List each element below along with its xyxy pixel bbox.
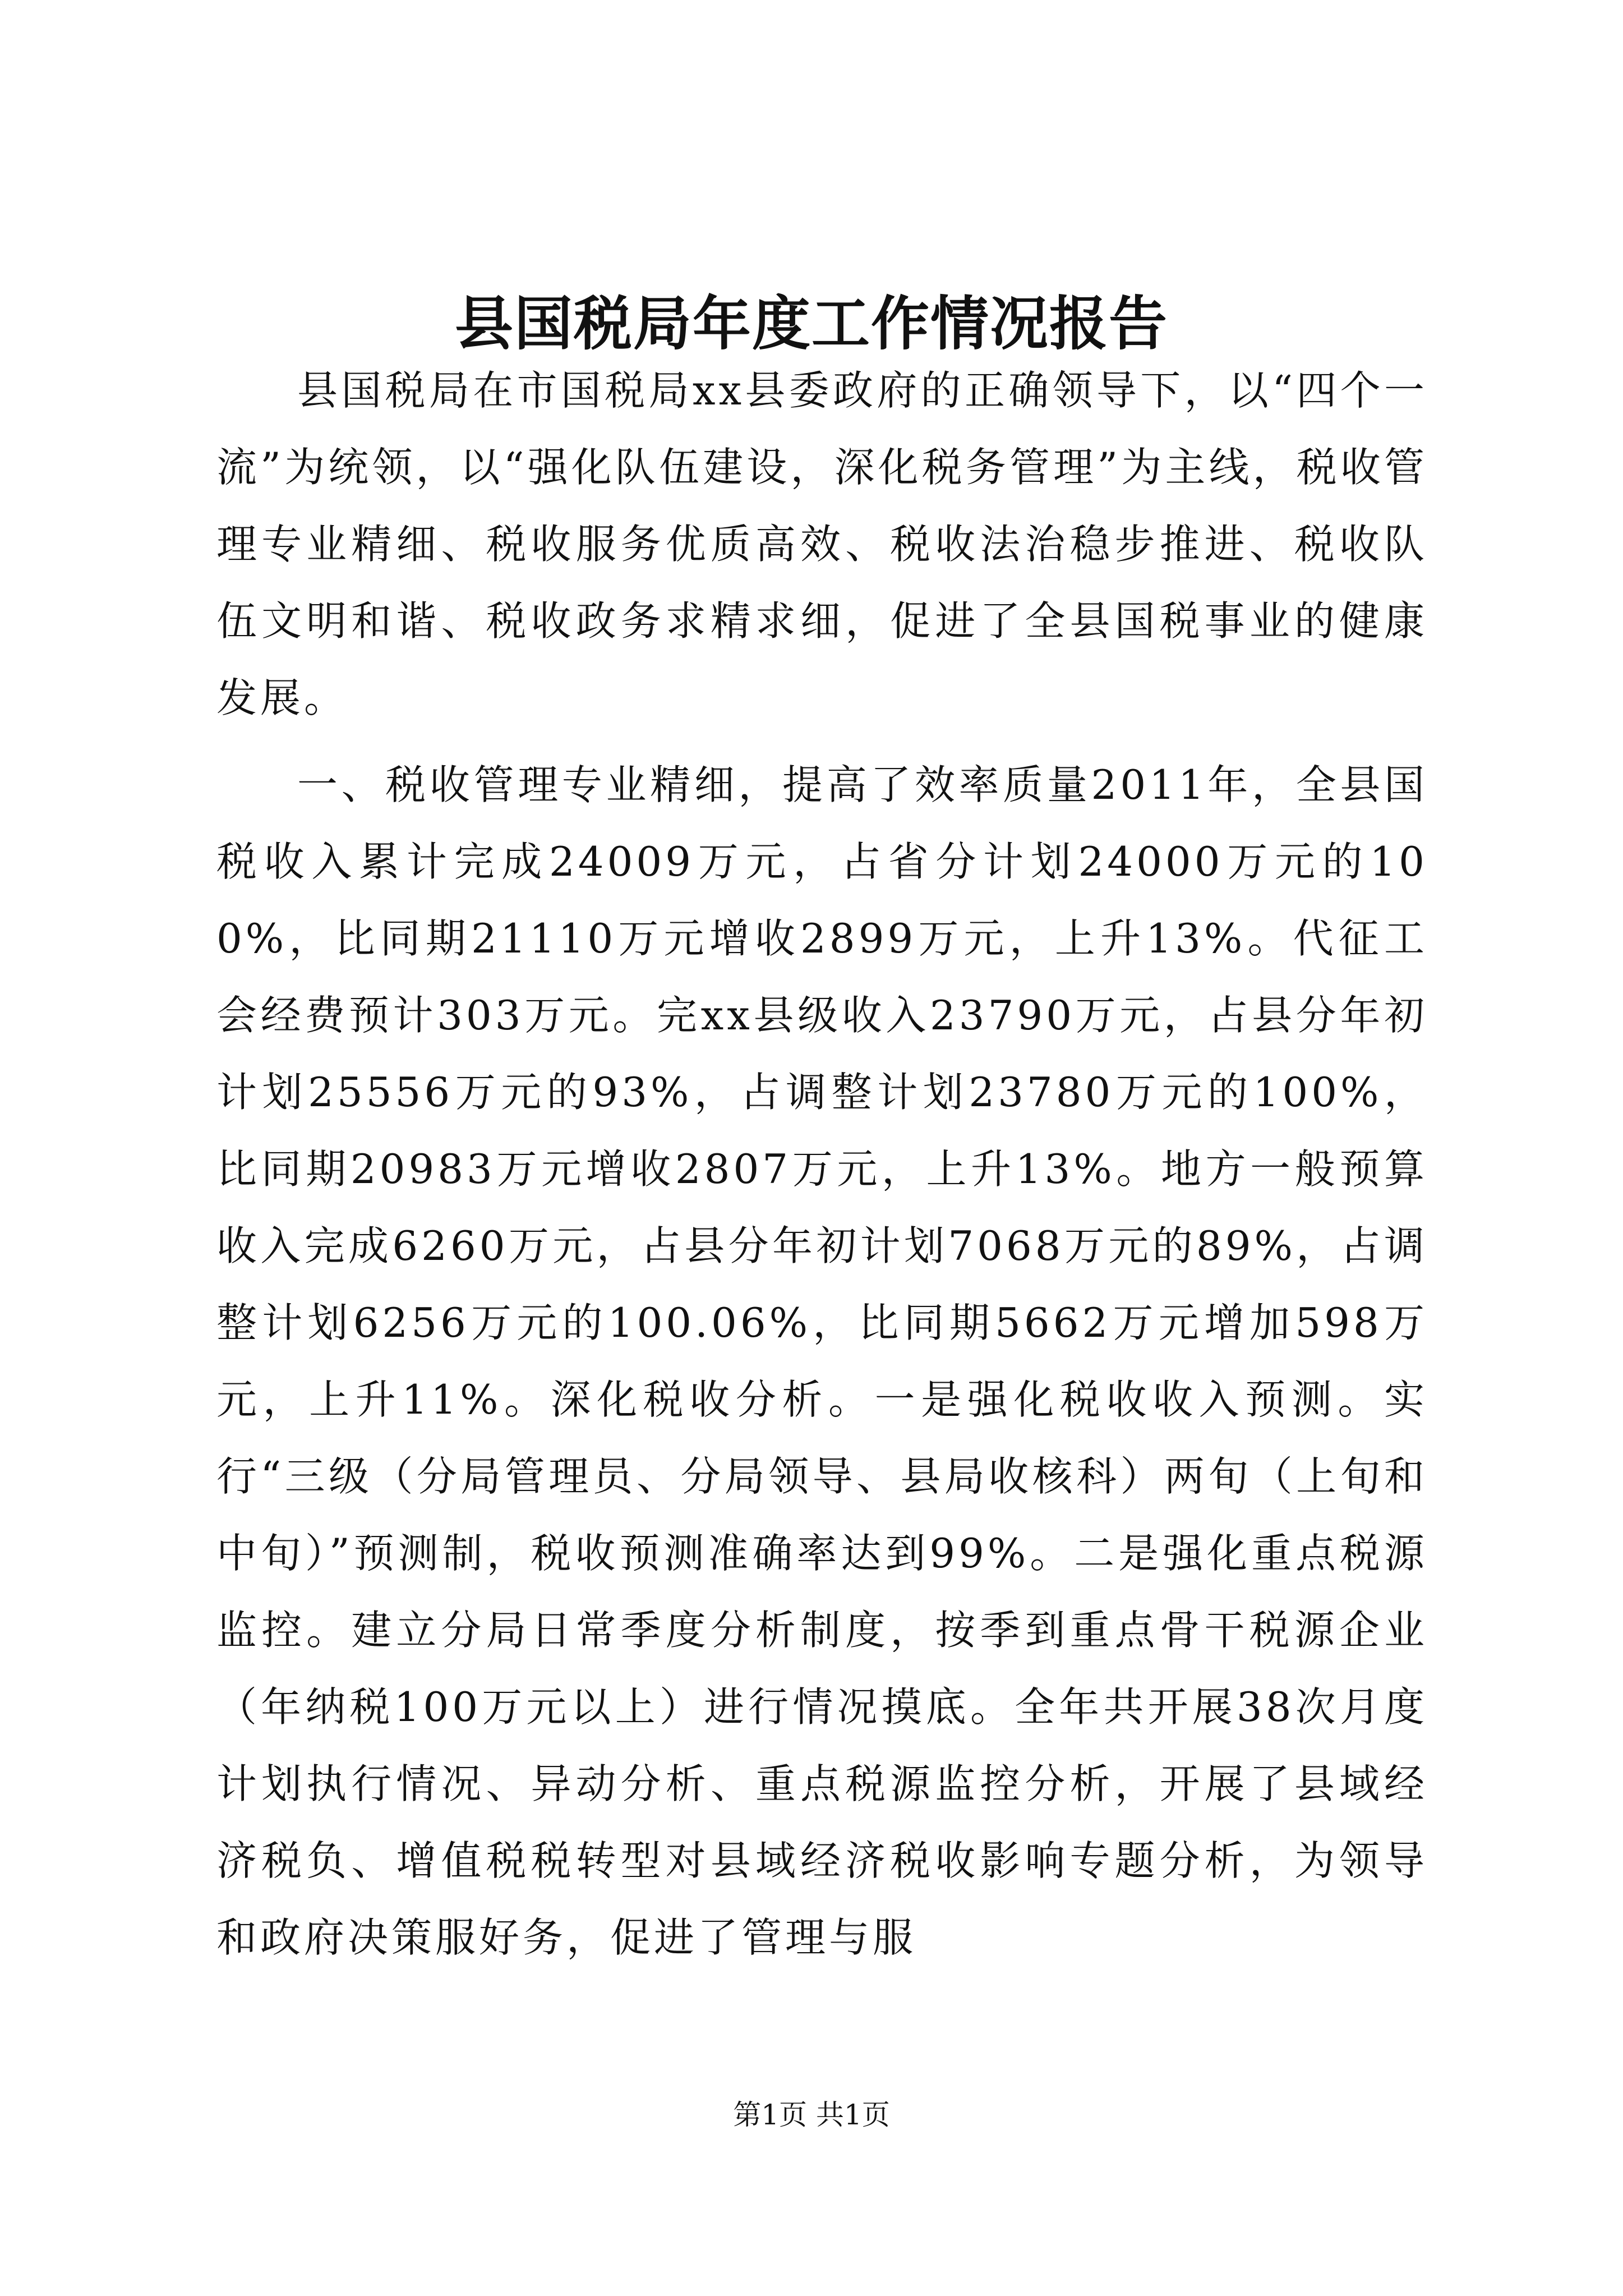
page-footer: 第1页 共1页 (733, 2099, 890, 2131)
document-body (216, 352, 1428, 1976)
paragraph-intro: 县国税局在市国税局xx县委政府的正确领导下，以“四个一流”为统领，以“强化队伍建设，深化税务管理”为主线，税收管理专业精细、税收服务优质高效、税收法治稳步推进、税收队伍文明和谐、税收政务求精求细，促进了全县国税事业的健康发展。 (216, 367, 1428, 721)
paragraph-section-one: 一、税收管理专业精细，提高了效率质量2011年，全县国税收入累计完成24009万元，占省分计划24000万元的100%，比同期21110万元增收2899万元，上升13%。代征工会经费预计303万元。完xx县级收入23790万元，占县分年初计划25556万元的93%，占调整计划23780万元的100%，比同期20983万元增收2807万元，上升13%。地方一般预算收入完成6260万元，占县分年初计划7068万元的89%，占调整计划6256万元的100.06%，比同期5662万元增加598万元，上升11%。深化税收分析。一是强化税收收入预测。实行“三级（分局管理员、分局领导、县局收核科）两旬（上旬和中旬）”预测制，税收预测准确率达到99%。二是强化重点税源监控。建立分局日常季度分析制度，按季到重点骨干税源企业（年纳税100万元以上）进行情况摸底。全年共开展38次月度计划执行情况、异动分析、重点税源监控分析，开展了县域经济税负、增值税税转型对县域经济税收影响专题分析，为领导和政府决策服好务，促进了管理与服 (216, 761, 1428, 1961)
document-title: 县国税局年度工作情况报告 (454, 289, 1168, 358)
